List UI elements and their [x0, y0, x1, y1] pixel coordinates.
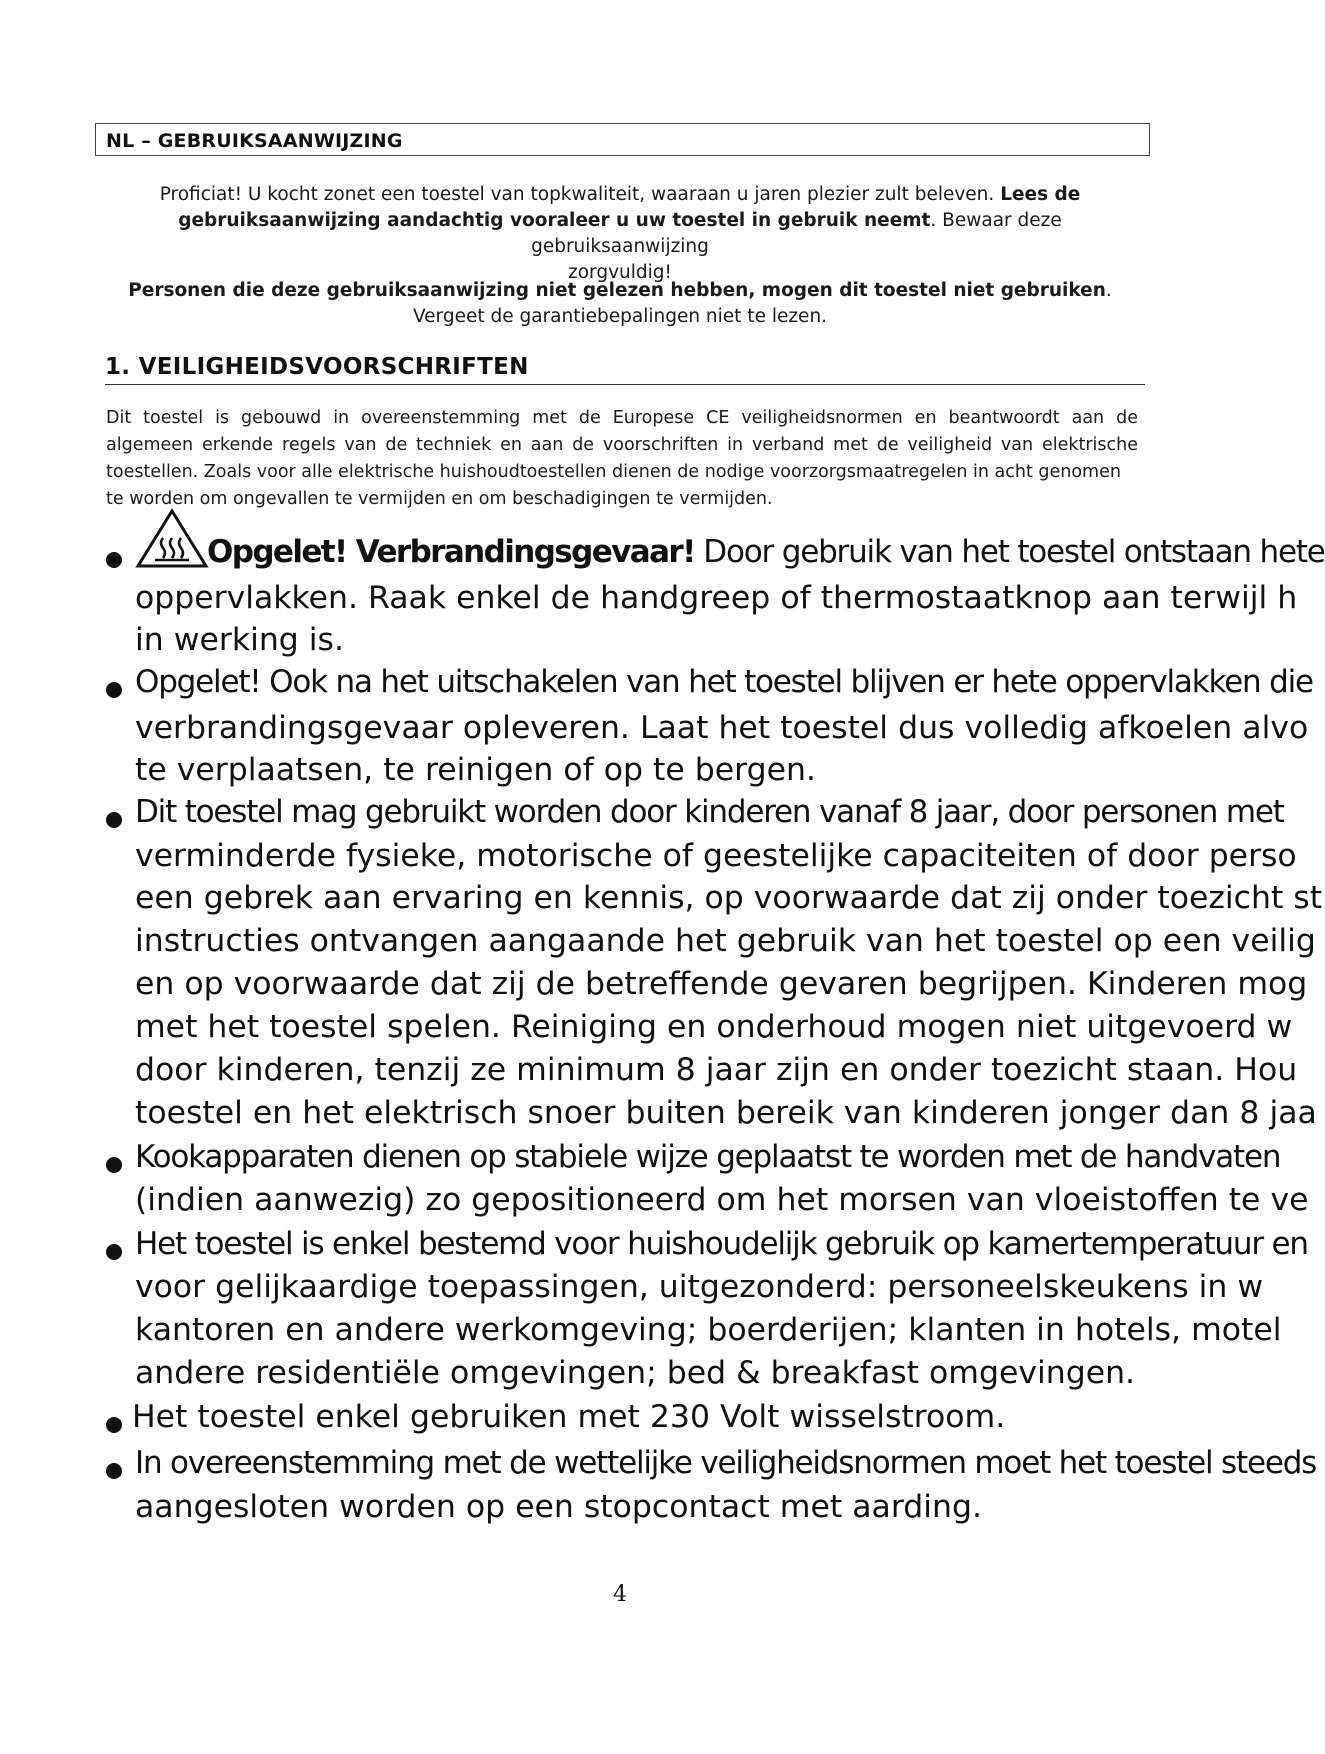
bullet-5-line-4: andere residentiële omgevingen; bed & breakfast omgevingen. [135, 1355, 1136, 1391]
bullet-3-line-8: toestel en het elektrisch snoer buiten bereik van kinderen jonger dan 8 jaa [135, 1095, 1317, 1131]
bullet-3-line-1: Dit toestel mag gebruikt worden door kinderen vanaf 8 jaar, door personen met [135, 794, 1284, 830]
bullet-5-line-2: voor gelijkaardige toepassingen, uitgezonderd: personeelskeukens in w [135, 1269, 1264, 1305]
bullet-dot [106, 1463, 122, 1479]
bullet-7-line-1: In overeenstemming met de wettelijke veiligheidsnormen moet het toestel steeds [135, 1445, 1317, 1481]
bullet-4-line-1: Kookapparaten dienen op stabiele wijze geplaatst te worden met de handvaten [135, 1139, 1281, 1175]
bullet-dot [106, 812, 122, 828]
bullet-3-line-6: met het toestel spelen. Reiniging en onderhoud mogen niet uitgevoerd w [135, 1009, 1293, 1045]
bullet-3-line-5: en op voorwaarde dat zij de betreffende gevaren begrijpen. Kinderen mog [135, 966, 1308, 1002]
bullet-1-line-3: in werking is. [135, 622, 344, 658]
intro-paragraph-2: Personen die deze gebruiksaanwijzing niet gelezen hebben, mogen dit toestel niet gebruiken. Vergeet de garantiebepalingen niet te lezen. [128, 280, 1112, 327]
bullet-4-line-2: (indien aanwezig) zo gepositioneerd om het morsen van vloeistoffen te ve [135, 1182, 1309, 1218]
bullet-6-line-1: Het toestel enkel gebruiken met 230 Volt wisselstroom. [132, 1399, 1006, 1435]
bullet-2-line-1: Opgelet! Ook na het uitschakelen van het toestel blijven er hete oppervlakken die [135, 664, 1313, 700]
bullet-2-line-2: verbrandingsgevaar opleveren. Laat het toestel dus volledig afkoelen alvo [135, 710, 1309, 746]
bullet-3-line-7: door kinderen, tenzij ze minimum 8 jaar zijn en onder toezicht staan. Hou [135, 1052, 1298, 1088]
intro-body-paragraph: Dit toestel is gebouwd in overeenstemming met de Europese CE veiligheidsnormen en beantwoordt aan de algemeen erkende regels van de techniek en aan de voorschriften in verband met de veiligheid van elektrische toestellen. Zoals voor alle elektrische huishoudtoestellen dienen de nodige voorzorgsmaatregelen in acht genomen te worden om ongevallen te vermijden en om beschadigingen te vermijden. [106, 408, 1138, 509]
bullet-dot [106, 682, 122, 698]
intro-paragraph-1: Proficiat! U kocht zonet een toestel van topkwaliteit, waaraan u jaren plezier zult beleven. Lees de gebruiksaanwijzing aandachtig vooraleer u uw toestel in gebruik neemt. Bewaar deze gebruiksaanwijzing zorgvuldig! [159, 184, 1081, 283]
bullet-3-line-3: een gebrek aan ervaring en kennis, op voorwaarde dat zij onder toezicht st [135, 880, 1323, 916]
header-title: NL – GEBRUIKSAANWIJZING [106, 130, 403, 152]
bullet-3-line-2: verminderde fysieke, motorische of geestelijke capaciteiten of door perso [135, 838, 1297, 874]
bullet-2-line-3: te verplaatsen, te reinigen of op te bergen. [135, 752, 816, 788]
bullet-dot [106, 1244, 122, 1260]
bullet-1-line-1: Opgelet! Verbrandingsgevaar! Door gebruik van het toestel ontstaan hete [207, 534, 1325, 570]
bullet-dot [106, 1157, 122, 1173]
bullet-5-line-3: kantoren en andere werkomgeving; boerderijen; klanten in hotels, motel [135, 1312, 1282, 1348]
bullet-dot [106, 552, 122, 568]
bullet-1-line-2: oppervlakken. Raak enkel de handgreep of thermostaatknop aan terwijl h [135, 580, 1298, 616]
bullet-3-line-4: instructies ontvangen aangaande het gebruik van het toestel op een veilig [135, 923, 1316, 959]
bullet-dot [106, 1417, 122, 1433]
bullet-7-line-2: aangesloten worden op een stopcontact met aarding. [135, 1489, 982, 1525]
hot-surface-warning-icon [135, 508, 209, 570]
section-title: 1. VEILIGHEIDSVOORSCHRIFTEN [105, 354, 1145, 385]
bullet-5-line-1: Het toestel is enkel bestemd voor huishoudelijk gebruik op kamertemperatuur en [135, 1226, 1308, 1262]
page-number: 4 [613, 1582, 627, 1607]
